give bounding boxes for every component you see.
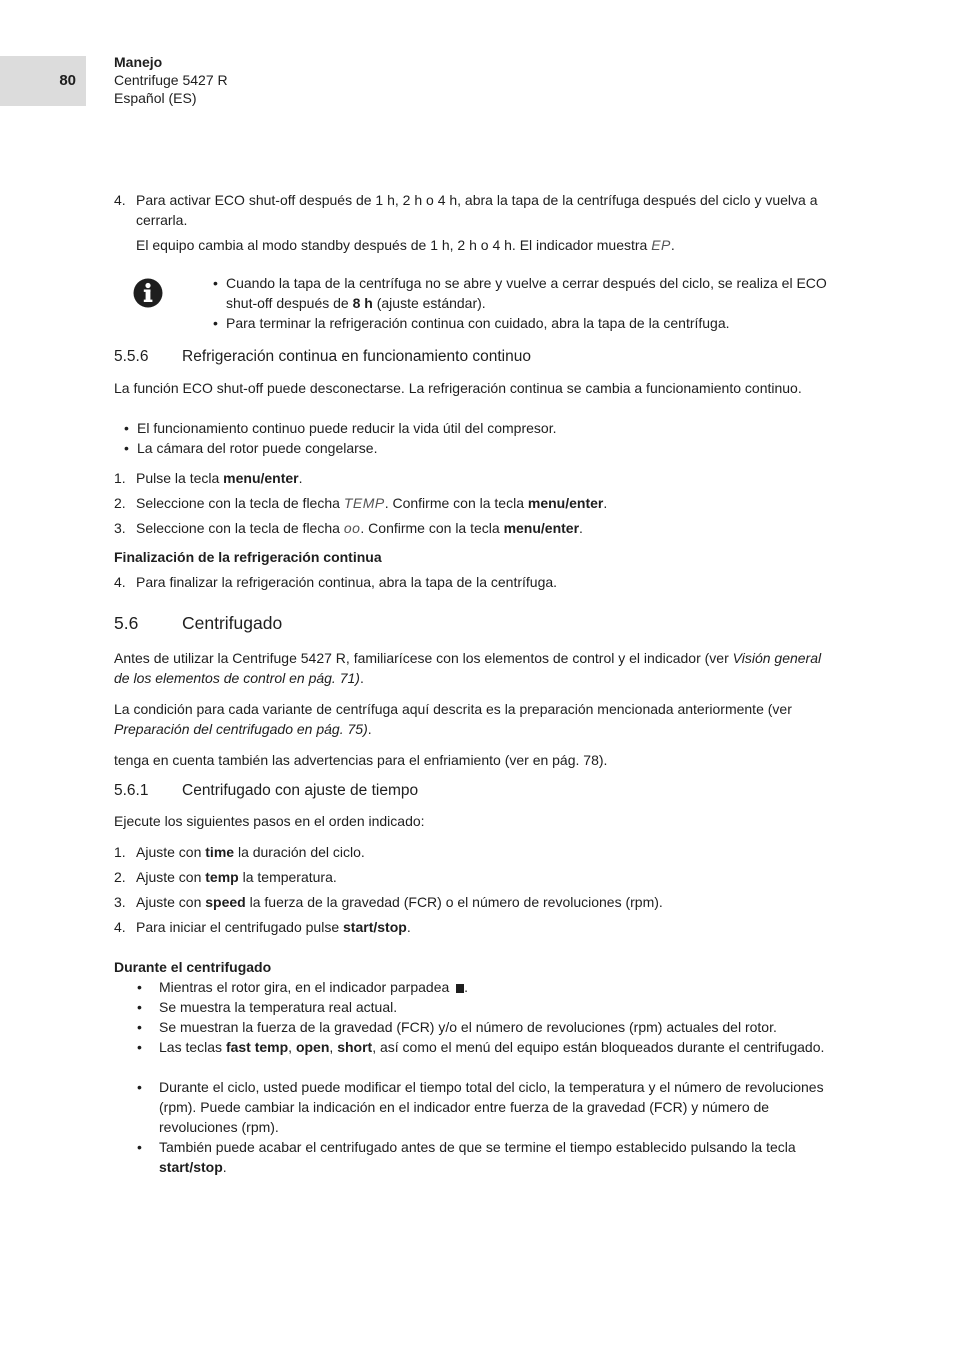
step-item: 3. Ajuste con speed la fuerza de la gravedad (FCR) o el número de revoluciones (rpm).: [114, 894, 663, 910]
paragraph: tenga en cuenta también las advertencias para el enfriamiento (ver en pág. 78).: [114, 752, 608, 768]
info-bullet: • Cuando la tapa de la centrífuga no se abre y vuelve a cerrar después del ciclo, se realiza el ECO shut-off después de 8 h (ajuste estándar).: [213, 275, 827, 311]
display-readout: oo: [343, 520, 361, 536]
stop-symbol-icon: [456, 984, 464, 993]
list-item: • El funcionamiento continuo puede reducir la vida útil del compresor.: [124, 420, 557, 436]
paragraph: La condición para cada variante de centrífuga aquí descrita es la preparación mencionada anteriormente (ver Preparación del centrifugado en pág. 75).: [114, 701, 792, 737]
step-item: 1. Ajuste con time la duración del ciclo.: [114, 844, 365, 860]
info-bullet: • Para terminar la refrigeración continua con cuidado, abra la tapa de la centrífuga.: [213, 315, 730, 331]
display-readout: EP: [651, 237, 671, 253]
list-item: • Mientras el rotor gira, en el indicador parpadea .: [137, 979, 469, 995]
display-readout: TEMP: [343, 495, 385, 511]
step-item: 4. Para iniciar el centrifugado pulse start/stop.: [114, 919, 411, 935]
header-product: Centrifuge 5427 R: [114, 72, 228, 88]
step-item: 2. Seleccione con la tecla de flecha TEMP. Confirme con la tecla menu/enter.: [114, 495, 608, 511]
eco-step-result: El equipo cambia al modo standby después de 1 h, 2 h o 4 h. El indicador muestra EP.: [136, 237, 675, 253]
list-item: • Las teclas fast temp, open, short, así como el menú del equipo están bloqueados durante el centrifugado.: [137, 1039, 825, 1055]
list-item: • Se muestran la fuerza de la gravedad (FCR) y/o el número de revoluciones (rpm) actuales del rotor.: [137, 1019, 777, 1035]
header-language: Español (ES): [114, 90, 197, 106]
step-item: 1. Pulse la tecla menu/enter.: [114, 470, 303, 486]
list-item: • También puede acabar el centrifugado antes de que se termine el tiempo establecido pulsando la tecla start/stop.: [137, 1139, 796, 1175]
info-icon: [133, 278, 163, 308]
section-heading-5-6: 5.6 Centrifugado: [114, 613, 283, 633]
page-number: 80: [59, 72, 76, 89]
list-item: • Se muestra la temperatura real actual.: [137, 999, 398, 1015]
step-text: Para activar ECO shut-off después de 1 h, 2 h o 4 h, abra la tapa de la centrífuga después del ciclo y vuelva a cerrarla.: [136, 192, 818, 228]
section-intro: Ejecute los siguientes pasos en el orden indicado:: [114, 813, 425, 829]
step-item: 4. Para finalizar la refrigeración continua, abra la tapa de la centrífuga.: [114, 574, 558, 590]
header-section: Manejo: [114, 54, 163, 70]
eco-step-4: [114, 190, 840, 230]
step-item: 2. Ajuste con temp la temperatura.: [114, 869, 337, 885]
list-item: • La cámara del rotor puede congelarse.: [124, 440, 378, 456]
step-number: 4.: [114, 192, 126, 208]
page-number-box: [0, 56, 86, 106]
cross-reference: Preparación del centrifugado en pág. 75): [114, 721, 368, 737]
section-heading-5-6-1: 5.6.1 Centrifugado con ajuste de tiempo: [114, 782, 419, 799]
list-item: • Durante el ciclo, usted puede modificar el tiempo total del ciclo, la temperatura y el número de revoluciones (rpm). Puede cambiar la indicación en el indicador entre fuerza de la gravedad (FCR) y número de revoluciones (rpm).: [137, 1079, 824, 1135]
step-item: 3. Seleccione con la tecla de flecha oo. Confirme con la tecla menu/enter.: [114, 520, 583, 536]
paragraph: Antes de utilizar la Centrifuge 5427 R, familiarícese con los elementos de control y el indicador (ver Visión general de los elementos de control en pág. 71).: [114, 650, 822, 686]
running-header: [114, 53, 228, 107]
subheading-during-run: Durante el centrifugado: [114, 959, 272, 975]
section-intro: La función ECO shut-off puede desconectarse. La refrigeración continua se cambia a funcionamiento continuo.: [114, 380, 802, 396]
cross-reference: Visión general de los elementos de control en pág. 71): [114, 650, 822, 686]
subheading-end-cooling: Finalización de la refrigeración continua: [114, 549, 382, 565]
section-heading-5-5-6: 5.5.6 Refrigeración continua en funcionamiento continuo: [114, 348, 531, 365]
